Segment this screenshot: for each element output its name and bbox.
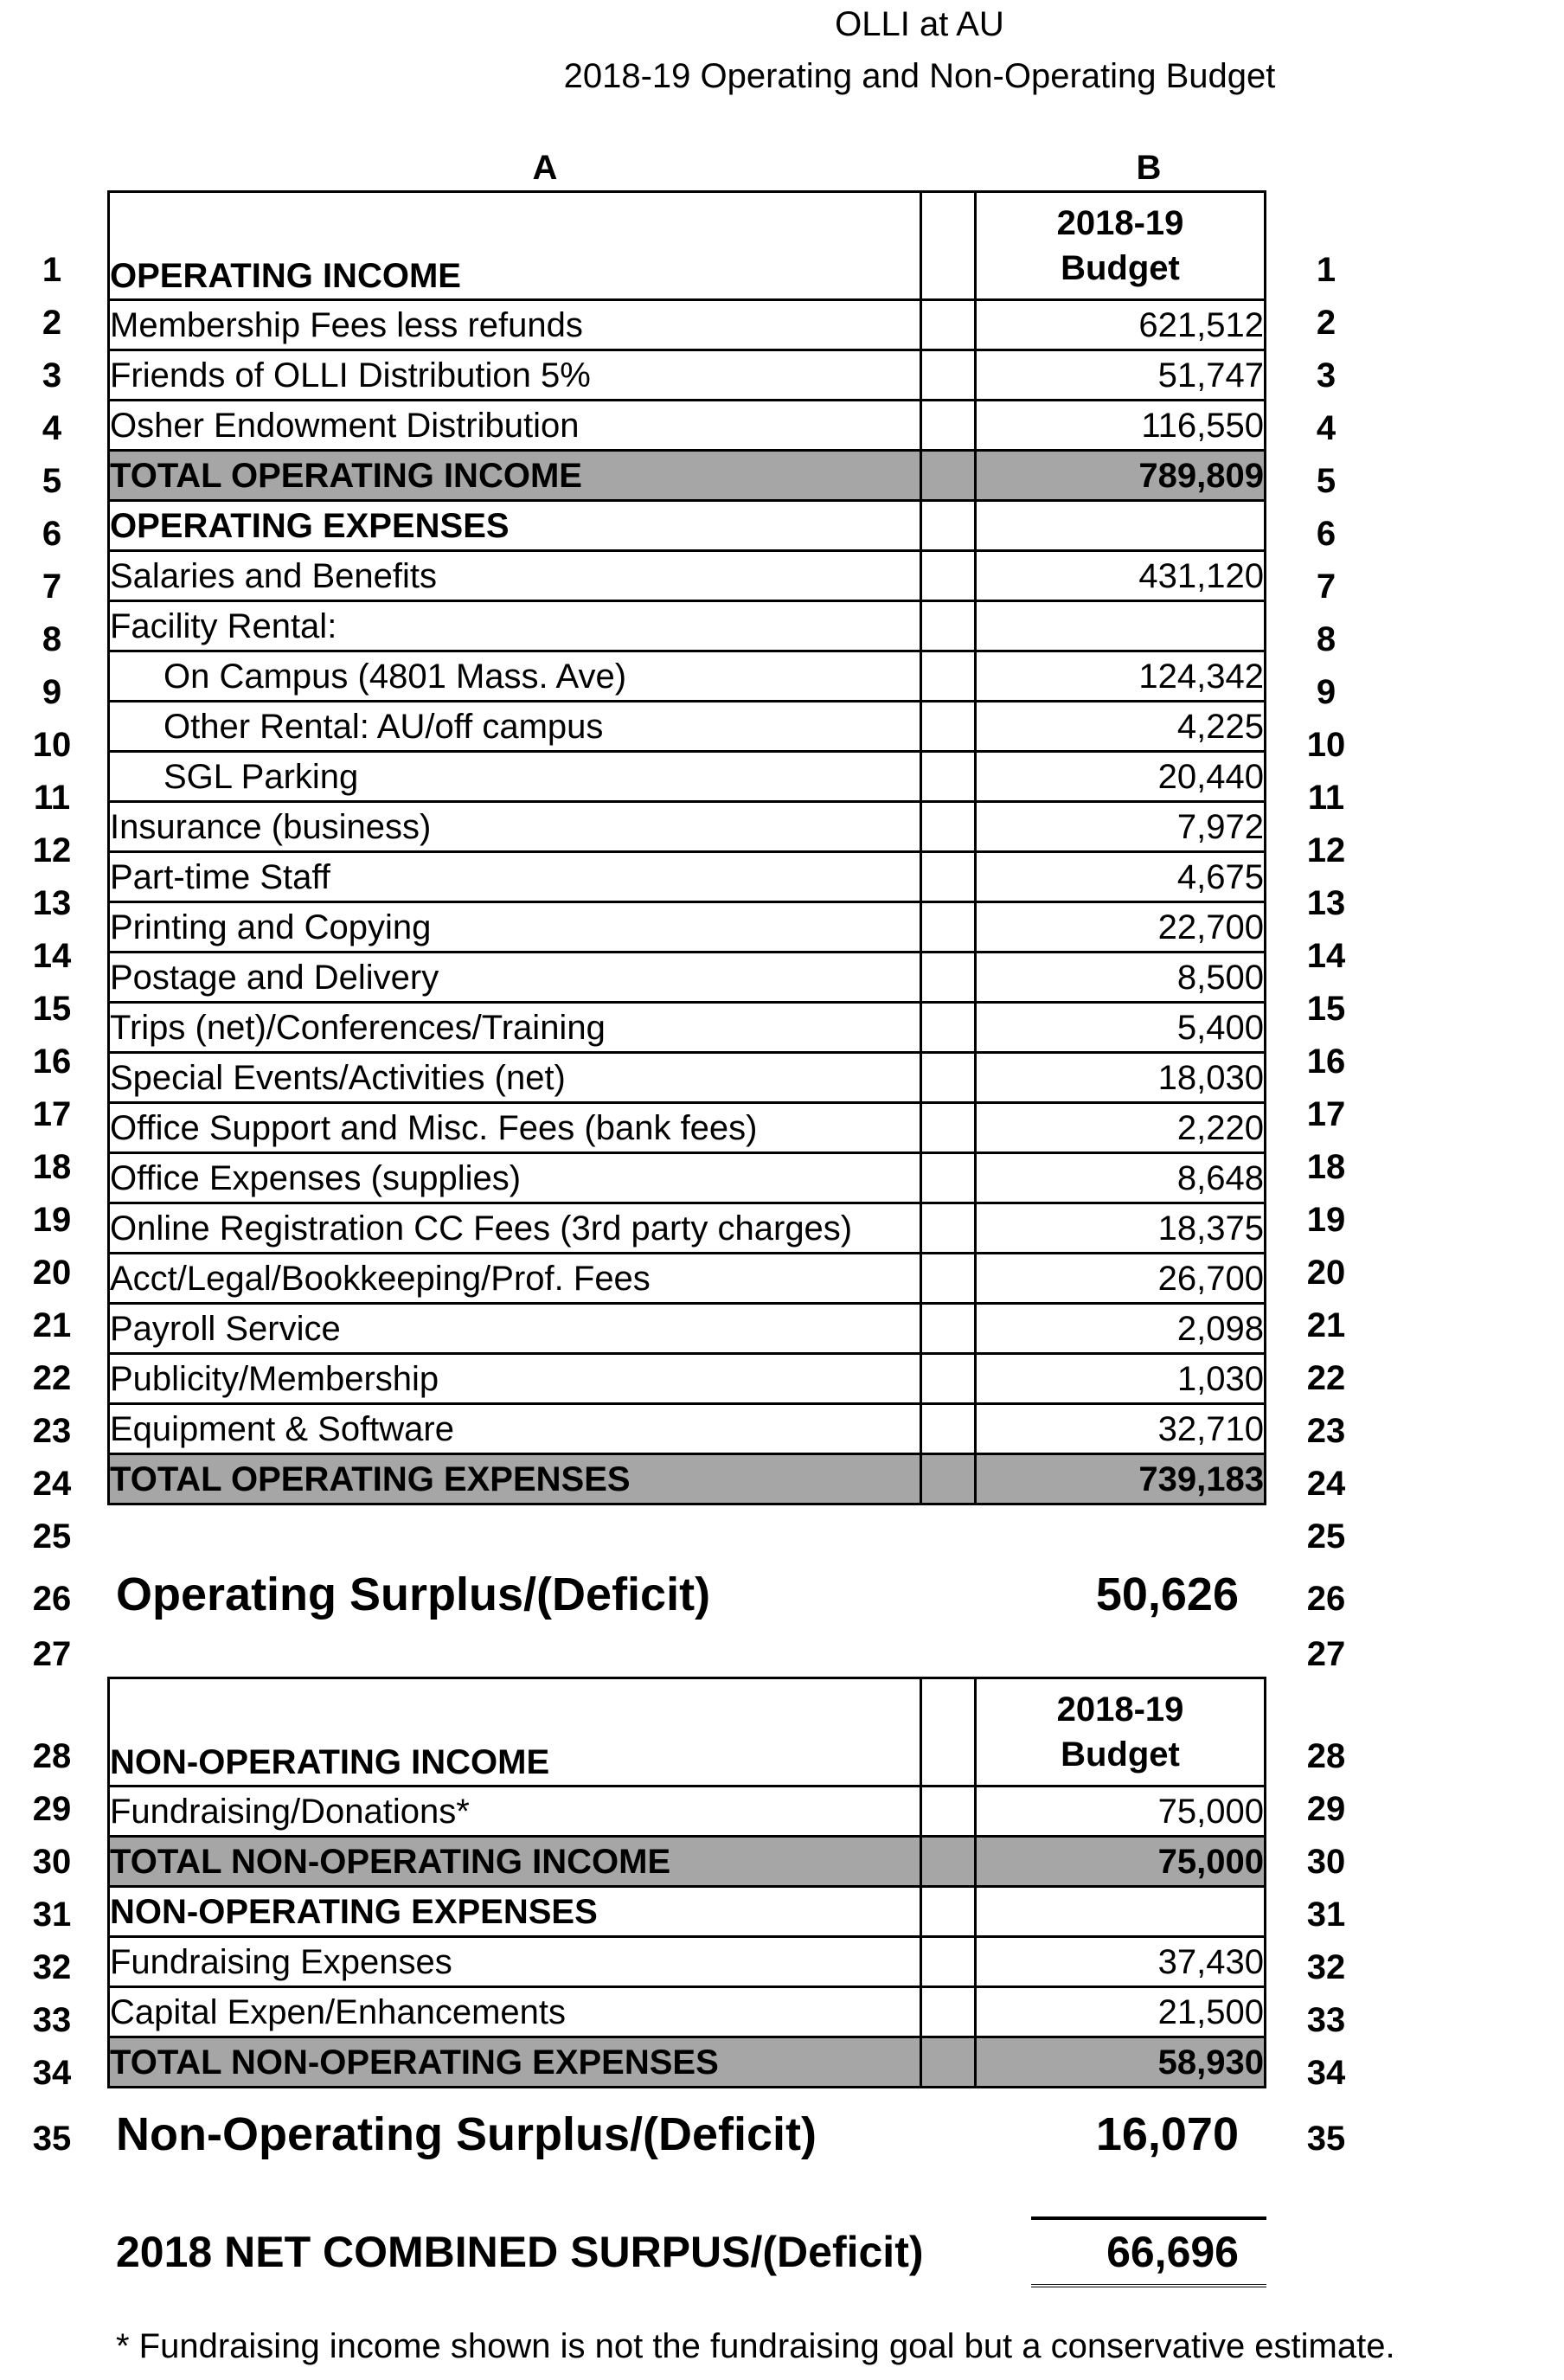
table-row <box>109 1003 1266 1053</box>
row-label: Capital Expen/Enhancements <box>109 1987 921 2037</box>
table-row <box>109 551 1266 601</box>
row-value: 37,430 <box>976 1937 1266 1987</box>
table-row <box>109 752 1266 802</box>
row-value: 51,747 <box>976 350 1266 401</box>
row-number-right: 26 <box>1306 1580 1346 1618</box>
row-number-right: 15 <box>1306 990 1346 1028</box>
row-label: Other Rental: AU/off campus <box>109 702 921 752</box>
row-label: Postage and Delivery <box>109 953 921 1003</box>
total-row <box>109 1837 1266 1887</box>
row-number-right: 3 <box>1316 356 1336 395</box>
table-row <box>109 702 1266 752</box>
row-number: 30 <box>32 1843 72 1881</box>
non-operating-budget-column-header <box>976 1678 1266 1787</box>
total-row <box>109 451 1266 501</box>
table-row <box>109 1203 1266 1254</box>
row-label: Equipment & Software <box>109 1404 921 1454</box>
row-label: Printing and Copying <box>109 902 921 953</box>
row-number-right: 32 <box>1306 1948 1346 1986</box>
row-number: 19 <box>32 1201 72 1239</box>
operating-surplus-label: Operating Surplus/(Deficit) <box>116 1568 711 1620</box>
row-number: 8 <box>42 620 62 658</box>
non-operating-surplus-value: 16,070 <box>1095 2108 1239 2160</box>
row-number: 15 <box>32 990 72 1028</box>
row-label: Payroll Service <box>109 1304 921 1354</box>
row-label: NON-OPERATING EXPENSES <box>109 1887 921 1937</box>
row-value: 8,648 <box>976 1153 1266 1203</box>
net-top-rule <box>1031 2216 1266 2220</box>
row-number: 27 <box>32 1635 72 1673</box>
row-number: 16 <box>32 1042 72 1081</box>
operating-header-row <box>109 192 1266 300</box>
row-number-right: 19 <box>1306 1201 1346 1239</box>
row-value: 2,098 <box>976 1304 1266 1354</box>
row-value: 32,710 <box>976 1404 1266 1454</box>
table-row <box>109 300 1266 350</box>
table-row <box>109 1153 1266 1203</box>
row-value: 1,030 <box>976 1354 1266 1404</box>
row-number-right: 22 <box>1306 1359 1346 1397</box>
row-label: Part-time Staff <box>109 852 921 902</box>
row-label: Membership Fees less refunds <box>109 300 921 350</box>
section-row <box>109 1887 1266 1937</box>
row-label: TOTAL NON-OPERATING INCOME <box>109 1837 921 1887</box>
row-label: Friends of OLLI Distribution 5% <box>109 350 921 401</box>
table-row <box>109 1404 1266 1454</box>
table-row <box>109 852 1266 902</box>
row-number: 2 <box>42 304 62 342</box>
table-row <box>109 350 1266 401</box>
row-number: 18 <box>32 1148 72 1186</box>
row-value: 739,183 <box>976 1454 1266 1504</box>
table-row <box>109 1254 1266 1304</box>
table-row <box>109 1304 1266 1354</box>
non-operating-budget-table <box>107 1677 1266 2088</box>
row-value <box>976 601 1266 651</box>
row-number: 20 <box>32 1254 72 1292</box>
row-label: TOTAL NON-OPERATING EXPENSES <box>109 2037 921 2088</box>
row-value: 5,400 <box>976 1003 1266 1053</box>
operating-budget-column-header <box>976 192 1266 300</box>
table-row <box>109 1103 1266 1153</box>
row-number: 31 <box>32 1896 72 1934</box>
row-number-right: 27 <box>1306 1635 1346 1673</box>
year-label: 2018-19 <box>1056 204 1184 242</box>
table-row <box>109 1354 1266 1404</box>
report-title: 2018-19 Operating and Non-Operating Budget <box>563 57 1276 95</box>
row-label: Online Registration CC Fees (3rd party charges) <box>109 1203 921 1254</box>
row-value <box>976 501 1266 551</box>
row-number-right: 5 <box>1316 462 1336 500</box>
row-label: Special Events/Activities (net) <box>109 1053 921 1103</box>
operating-budget-table <box>107 190 1266 1505</box>
row-number: 7 <box>42 568 62 606</box>
row-number-right: 6 <box>1316 515 1336 553</box>
row-number-right: 10 <box>1306 726 1346 764</box>
row-label: TOTAL OPERATING EXPENSES <box>109 1454 921 1504</box>
org-title: OLLI at AU <box>835 5 1004 43</box>
row-number: 12 <box>32 831 72 869</box>
row-value: 18,375 <box>976 1203 1266 1254</box>
row-number: 6 <box>42 515 62 553</box>
row-number: 25 <box>32 1517 72 1556</box>
column-a-header: A <box>532 149 558 187</box>
table-row <box>109 651 1266 702</box>
row-value: 7,972 <box>976 802 1266 852</box>
row-value: 21,500 <box>976 1987 1266 2037</box>
row-number-right: 33 <box>1306 2001 1346 2039</box>
column-b-header: B <box>1136 149 1162 187</box>
budget-label: Budget <box>1061 249 1180 287</box>
row-value: 2,220 <box>976 1103 1266 1153</box>
row-value: 20,440 <box>976 752 1266 802</box>
row-number-right: 12 <box>1306 831 1346 869</box>
row-number-right: 20 <box>1306 1254 1346 1292</box>
year-label: 2018-19 <box>1056 1690 1184 1729</box>
row-number: 3 <box>42 356 62 395</box>
table-row <box>109 902 1266 953</box>
row-number: 5 <box>42 462 62 500</box>
row-number-right: 24 <box>1306 1465 1346 1503</box>
row-label: Office Support and Misc. Fees (bank fees) <box>109 1103 921 1153</box>
row-number: 11 <box>33 779 71 817</box>
row-number-right: 29 <box>1306 1790 1346 1828</box>
net-double-rule <box>1031 2284 1266 2287</box>
section-row <box>109 501 1266 551</box>
row-number-right: 23 <box>1306 1412 1346 1450</box>
row-number: 9 <box>42 673 62 711</box>
table-row <box>109 1787 1266 1837</box>
row-label: Office Expenses (supplies) <box>109 1153 921 1203</box>
row-number-right: 8 <box>1316 620 1336 658</box>
table-row <box>109 953 1266 1003</box>
row-number-right: 14 <box>1306 937 1346 975</box>
row-number: 17 <box>32 1095 72 1133</box>
row-number: 29 <box>32 1790 72 1828</box>
budget-label: Budget <box>1061 1735 1180 1774</box>
row-number: 21 <box>32 1306 72 1344</box>
non-operating-header-row <box>109 1678 1266 1787</box>
row-number-right: 11 <box>1307 779 1345 817</box>
row-label: TOTAL OPERATING INCOME <box>109 451 921 501</box>
row-number: 33 <box>32 2001 72 2039</box>
row-value: 75,000 <box>976 1837 1266 1887</box>
net-combined-label: 2018 NET COMBINED SURPUS/(Deficit) <box>116 2228 924 2276</box>
row-label: Fundraising/Donations* <box>109 1787 921 1837</box>
row-label: OPERATING EXPENSES <box>109 501 921 551</box>
row-number-right: 31 <box>1306 1896 1346 1934</box>
row-label: Acct/Legal/Bookkeeping/Prof. Fees <box>109 1254 921 1304</box>
row-number: 22 <box>32 1359 72 1397</box>
row-number: 23 <box>32 1412 72 1450</box>
row-value: 8,500 <box>976 953 1266 1003</box>
row-label: Publicity/Membership <box>109 1354 921 1404</box>
row-number-right: 13 <box>1306 884 1346 922</box>
row-value <box>976 1887 1266 1937</box>
total-row <box>109 1454 1266 1504</box>
footnote: * Fundraising income shown is not the fundraising goal but a conservative estimate. <box>116 2327 1395 2365</box>
row-number-right: 30 <box>1306 1843 1346 1881</box>
table-row <box>109 1053 1266 1103</box>
row-number: 1 <box>42 251 62 289</box>
row-number-right: 17 <box>1306 1095 1346 1133</box>
row-number: 14 <box>32 937 72 975</box>
row-value: 22,700 <box>976 902 1266 953</box>
row-number-right: 25 <box>1306 1517 1346 1556</box>
row-number: 24 <box>32 1465 72 1503</box>
row-number: 13 <box>32 884 72 922</box>
row-number-right: 16 <box>1306 1042 1346 1081</box>
row-label: Facility Rental: <box>109 601 921 651</box>
row-label: Salaries and Benefits <box>109 551 921 601</box>
row-number-right: 7 <box>1316 568 1336 606</box>
table-row <box>109 802 1266 852</box>
row-number: 26 <box>32 1580 72 1618</box>
row-label: SGL Parking <box>109 752 921 802</box>
row-number: 4 <box>42 409 62 447</box>
row-number: 28 <box>32 1737 72 1775</box>
total-row <box>109 2037 1266 2088</box>
row-label: Osher Endowment Distribution <box>109 401 921 451</box>
row-label: Fundraising Expenses <box>109 1937 921 1987</box>
net-combined-value: 66,696 <box>1106 2228 1239 2276</box>
row-value: 789,809 <box>976 451 1266 501</box>
row-number-right: 2 <box>1316 304 1336 342</box>
row-value: 116,550 <box>976 401 1266 451</box>
table-row <box>109 401 1266 451</box>
row-label: OPERATING INCOME <box>109 192 921 300</box>
table-row <box>109 601 1266 651</box>
row-number-right: 35 <box>1306 2120 1346 2158</box>
row-value: 124,342 <box>976 651 1266 702</box>
row-label: On Campus (4801 Mass. Ave) <box>109 651 921 702</box>
row-number-right: 9 <box>1316 673 1336 711</box>
row-number-right: 1 <box>1316 251 1336 289</box>
row-number: 35 <box>32 2120 72 2158</box>
row-label: Insurance (business) <box>109 802 921 852</box>
row-label: NON-OPERATING INCOME <box>109 1678 921 1787</box>
row-number-right: 21 <box>1306 1306 1346 1344</box>
row-number-right: 4 <box>1316 409 1336 447</box>
row-value: 18,030 <box>976 1053 1266 1103</box>
table-row <box>109 1987 1266 2037</box>
row-number-right: 18 <box>1306 1148 1346 1186</box>
non-operating-surplus-label: Non-Operating Surplus/(Deficit) <box>116 2108 817 2160</box>
operating-surplus-value: 50,626 <box>1095 1568 1239 1620</box>
row-number-right: 34 <box>1306 2054 1346 2092</box>
row-value: 58,930 <box>976 2037 1266 2088</box>
row-value: 4,675 <box>976 852 1266 902</box>
row-number: 10 <box>32 726 72 764</box>
row-value: 75,000 <box>976 1787 1266 1837</box>
row-number-right: 28 <box>1306 1737 1346 1775</box>
row-value: 431,120 <box>976 551 1266 601</box>
row-number: 32 <box>32 1948 72 1986</box>
row-value: 621,512 <box>976 300 1266 350</box>
row-label: Trips (net)/Conferences/Training <box>109 1003 921 1053</box>
row-value: 4,225 <box>976 702 1266 752</box>
row-value: 26,700 <box>976 1254 1266 1304</box>
table-row <box>109 1937 1266 1987</box>
row-number: 34 <box>32 2054 72 2092</box>
